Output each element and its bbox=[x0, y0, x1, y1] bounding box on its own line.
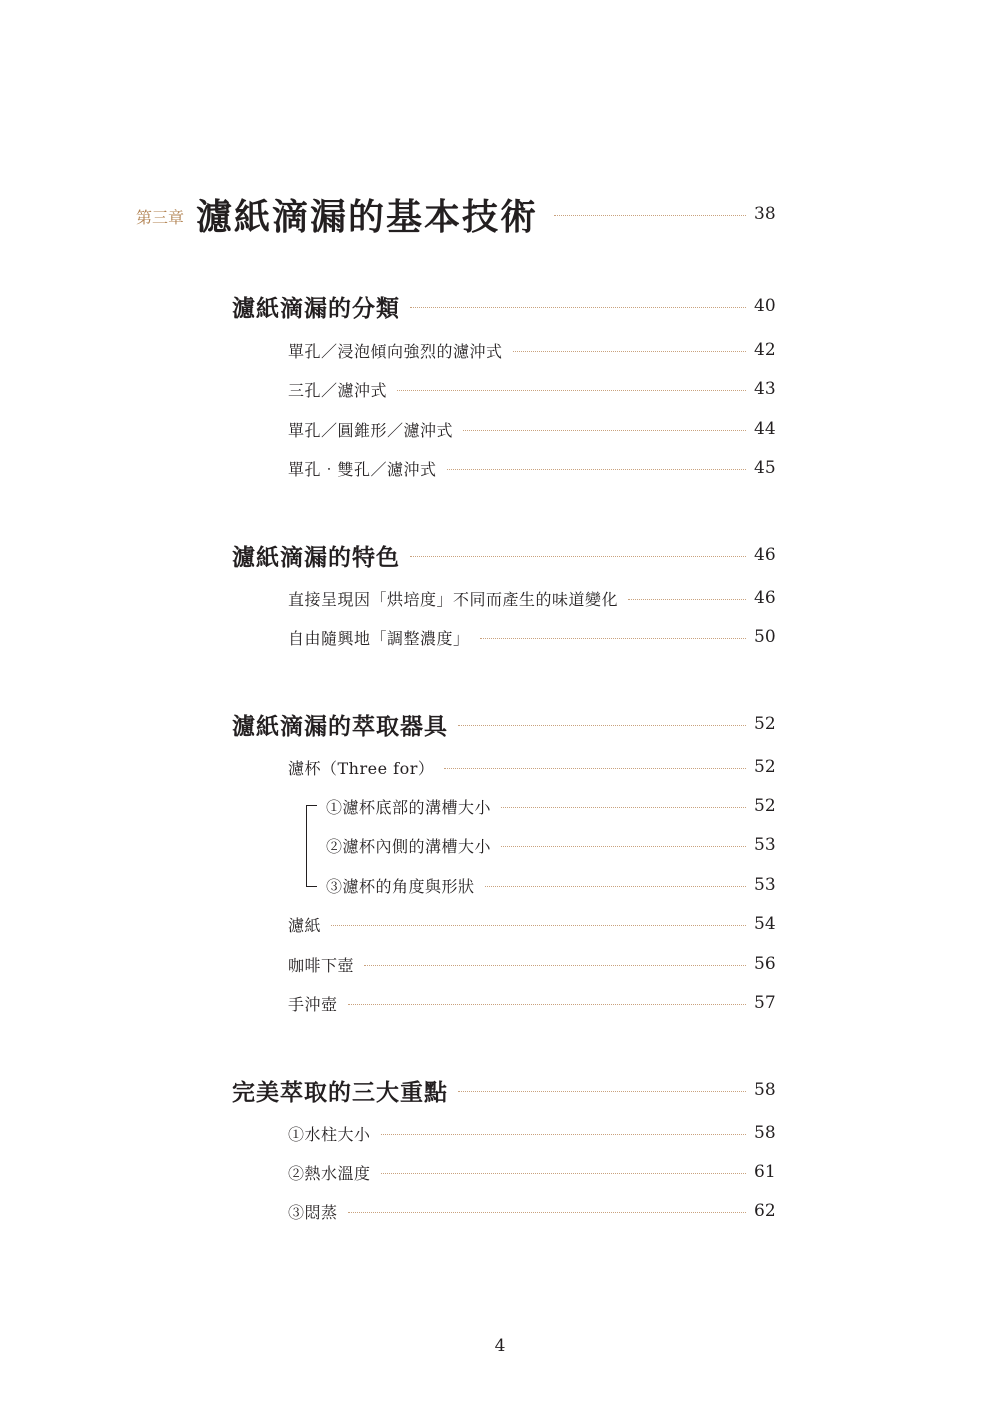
toc-entry[interactable] bbox=[288, 624, 776, 650]
entry-title: 自由隨興地「調整濃度」 bbox=[288, 628, 470, 648]
chapter-heading bbox=[136, 186, 776, 242]
entry-page-number: 44 bbox=[754, 419, 776, 439]
entry-page-number: 57 bbox=[754, 993, 776, 1013]
leader-dots bbox=[458, 1091, 746, 1092]
entry-title: 單孔／浸泡傾向強烈的濾沖式 bbox=[288, 341, 503, 361]
leader-dots bbox=[410, 307, 746, 308]
section-title: 完美萃取的三大重點 bbox=[232, 1078, 448, 1106]
entry-page-number: 50 bbox=[754, 627, 776, 647]
section-page-number: 46 bbox=[754, 545, 776, 565]
section-page-number: 52 bbox=[754, 714, 776, 734]
entry-title: 單孔／圓錐形／濾沖式 bbox=[288, 420, 454, 440]
leader-dots bbox=[447, 469, 746, 470]
folio: 4 bbox=[494, 1336, 506, 1356]
leader-dots bbox=[463, 430, 746, 431]
leader-dots bbox=[410, 556, 746, 557]
entry-page-number: 54 bbox=[754, 914, 776, 934]
toc-entry[interactable] bbox=[288, 990, 776, 1016]
chapter-page-number: 38 bbox=[754, 204, 776, 224]
entry-title: 直接呈現因「烘培度」不同而產生的味道變化 bbox=[288, 589, 619, 609]
leader-dots bbox=[501, 807, 746, 808]
leader-dots bbox=[348, 1004, 746, 1005]
toc-sub-entry[interactable] bbox=[326, 832, 776, 858]
entry-title: ③濾杯的角度與形狀 bbox=[326, 876, 475, 896]
leader-dots bbox=[381, 1134, 746, 1135]
sub-entry-bracket bbox=[306, 805, 317, 887]
toc-entry[interactable] bbox=[288, 337, 776, 363]
toc-section-characteristics[interactable] bbox=[232, 538, 776, 572]
entry-title: ①水柱大小 bbox=[288, 1124, 371, 1144]
leader-dots bbox=[554, 215, 746, 216]
entry-page-number: 56 bbox=[754, 954, 776, 974]
entry-page-number: 52 bbox=[754, 757, 776, 777]
leader-dots bbox=[501, 846, 746, 847]
toc-entry[interactable] bbox=[288, 1120, 776, 1146]
section-title: 濾紙滴漏的分類 bbox=[232, 294, 400, 322]
toc-section-key-points[interactable] bbox=[232, 1073, 776, 1107]
entry-title: 單孔‧雙孔／濾沖式 bbox=[288, 459, 437, 479]
section-title: 濾紙滴漏的萃取器具 bbox=[232, 712, 448, 740]
entry-title: ②熱水溫度 bbox=[288, 1163, 371, 1183]
leader-dots bbox=[458, 725, 746, 726]
toc-entry[interactable] bbox=[288, 416, 776, 442]
toc-entry[interactable] bbox=[288, 1198, 776, 1224]
entry-page-number: 45 bbox=[754, 458, 776, 478]
entry-page-number: 61 bbox=[754, 1162, 776, 1182]
entry-title: ②濾杯內側的溝槽大小 bbox=[326, 836, 492, 856]
entry-page-number: 46 bbox=[754, 588, 776, 608]
leader-dots bbox=[348, 1212, 746, 1213]
leader-dots bbox=[480, 638, 746, 639]
leader-dots bbox=[381, 1173, 746, 1174]
entry-page-number: 62 bbox=[754, 1201, 776, 1221]
entry-title: 三孔／濾沖式 bbox=[288, 380, 388, 400]
toc-entry[interactable] bbox=[288, 951, 776, 977]
toc-section-classification[interactable] bbox=[232, 289, 776, 323]
entry-title: 濾杯（Three for） bbox=[288, 758, 435, 778]
leader-dots bbox=[397, 390, 746, 391]
entry-page-number: 53 bbox=[754, 835, 776, 855]
leader-dots bbox=[485, 886, 746, 887]
entry-page-number: 53 bbox=[754, 875, 776, 895]
chapter-title: 濾紙滴漏的基本技術 bbox=[196, 195, 539, 238]
chapter-tag: 第三章 bbox=[136, 207, 185, 227]
entry-page-number: 52 bbox=[754, 796, 776, 816]
toc-entry[interactable] bbox=[288, 911, 776, 937]
entry-title: ③悶蒸 bbox=[288, 1202, 338, 1222]
toc-section-equipment[interactable] bbox=[232, 707, 776, 741]
toc-entry[interactable] bbox=[288, 376, 776, 402]
toc-entry[interactable] bbox=[288, 754, 776, 780]
toc-entry[interactable] bbox=[288, 1159, 776, 1185]
entry-page-number: 58 bbox=[754, 1123, 776, 1143]
section-title: 濾紙滴漏的特色 bbox=[232, 543, 400, 571]
toc-entry[interactable] bbox=[288, 585, 776, 611]
leader-dots bbox=[331, 925, 746, 926]
leader-dots bbox=[444, 768, 746, 769]
toc-sub-entry[interactable] bbox=[326, 793, 776, 819]
entry-page-number: 42 bbox=[754, 340, 776, 360]
entry-title: 手沖壺 bbox=[288, 994, 338, 1014]
entry-title: 咖啡下壺 bbox=[288, 955, 355, 975]
section-page-number: 58 bbox=[754, 1080, 776, 1100]
leader-dots bbox=[628, 599, 746, 600]
toc-sub-entry[interactable] bbox=[326, 872, 776, 898]
entry-title: 濾紙 bbox=[288, 915, 322, 935]
section-page-number: 40 bbox=[754, 296, 776, 316]
entry-title: ①濾杯底部的溝槽大小 bbox=[326, 797, 492, 817]
entry-page-number: 43 bbox=[754, 379, 776, 399]
leader-dots bbox=[364, 965, 746, 966]
leader-dots bbox=[513, 351, 746, 352]
toc-entry[interactable] bbox=[288, 455, 776, 481]
